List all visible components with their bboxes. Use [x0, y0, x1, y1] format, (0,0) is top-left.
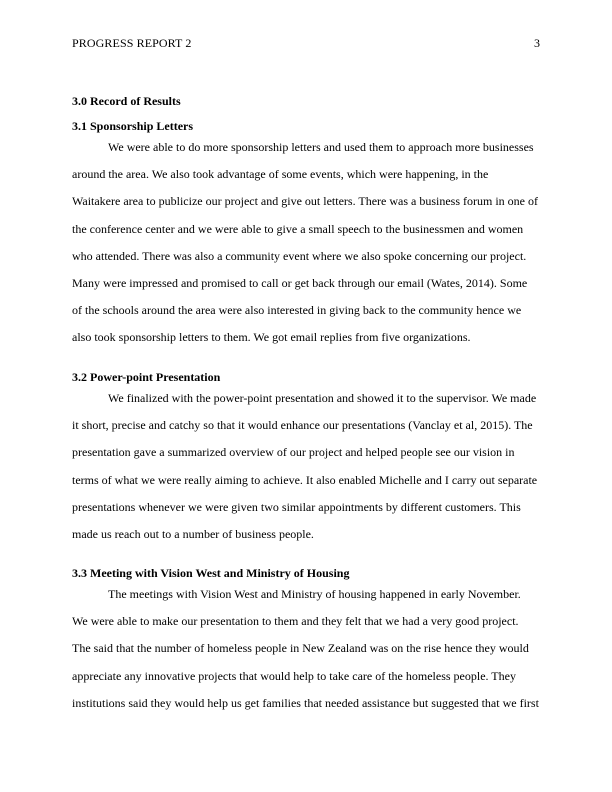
paragraph-line: We were able to do more sponsorship letters and used them to approach more businesses — [108, 140, 534, 154]
paragraph-meeting-vision-west — [72, 581, 540, 717]
paragraph-line: of the schools around the area were also interested in giving back to the community hence we — [72, 303, 522, 318]
paragraph-line: The meetings with Vision West and Ministry of housing happened in early November. — [108, 587, 521, 601]
paragraph-line: who attended. There was also a community event where we also spoke concerning our project. — [72, 248, 527, 263]
paragraph-line: terms of what we were really aiming to achieve. It also enabled Michelle and I carry out separate — [72, 472, 538, 487]
page-number: 3 — [534, 36, 540, 50]
paragraph-line: around the area. We also took advantage of some events, which were happening, in the — [72, 167, 489, 182]
paragraph-line: it short, precise and catchy so that it would enhance our presentations (Vanclay et al, 2015). The — [72, 418, 533, 433]
section-heading-power-point-presentation: 3.2 Power-point Presentation — [72, 370, 221, 384]
paragraph-line: also took sponsorship letters to them. We got email replies from five organizations. — [72, 330, 471, 345]
section-heading-sponsorship-letters: 3.1 Sponsorship Letters — [72, 119, 194, 133]
paragraph-line: Waitakere area to publicize our project and give out letters. There was a business forum in one of — [72, 194, 538, 209]
paragraph-line: presentations whenever we were given two similar appointments by different customers. This — [72, 499, 521, 514]
paragraph-line: the conference center and we were able to give a small speech to the businessmen and women — [72, 221, 524, 236]
paragraph-line: institutions said they would help us get families that needed assistance but suggested that we first — [72, 695, 539, 710]
paragraph-line: appreciate any innovative projects that would help to take care of the homeless people. They — [72, 668, 516, 683]
paragraph-line: Many were impressed and promised to call or get back through our email (Wates, 2014). Some — [72, 276, 528, 291]
section-heading-meeting-vision-west: 3.3 Meeting with Vision West and Ministry of Housing — [72, 566, 350, 580]
section-heading-record-of-results: 3.0 Record of Results — [72, 94, 181, 108]
paragraph-line: made us reach out to a number of business people. — [72, 527, 314, 542]
paragraph-line: We finalized with the power-point presentation and showed it to the supervisor. We made — [108, 391, 537, 405]
running-head: PROGRESS REPORT 2 — [72, 36, 192, 50]
paragraph-line: We were able to make our presentation to them and they felt that we had a very good project. — [72, 614, 519, 629]
paragraph-line: presentation gave a summarized overview of our project and helped people see our vision in — [72, 445, 515, 460]
paragraph-line: The said that the number of homeless people in New Zealand was on the rise hence they would — [72, 641, 529, 656]
paragraph-sponsorship-letters — [72, 134, 540, 352]
paragraph-power-point-presentation — [72, 385, 540, 548]
